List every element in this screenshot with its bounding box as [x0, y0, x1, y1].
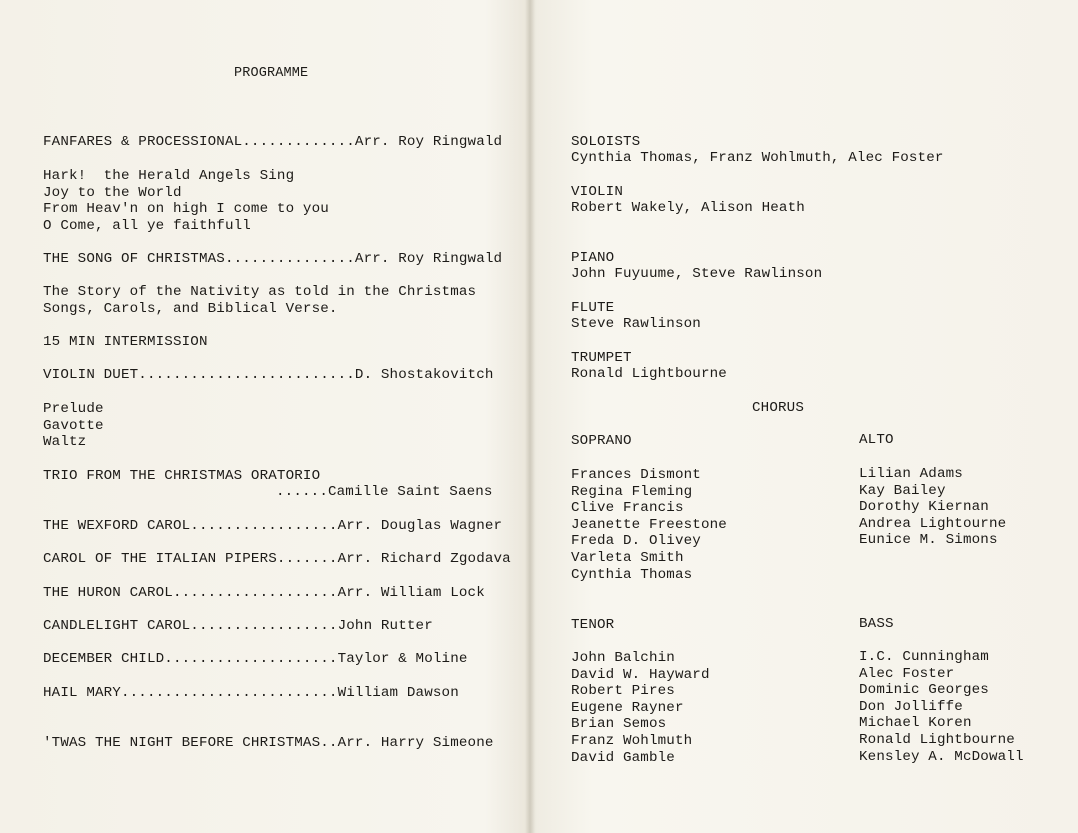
tenor-member: Brian Semos: [571, 716, 667, 733]
right-page: [535, 0, 1078, 833]
soprano-member: Frances Dismont: [571, 467, 701, 483]
hail-mary-item: HAIL MARY.........................William Dawson: [43, 685, 459, 701]
tenor-member: David Gamble: [571, 749, 675, 766]
soprano-member: Regina Fleming: [571, 483, 693, 500]
alto-member: Kay Bailey: [859, 482, 946, 499]
huron-carol-item: THE HURON CAROL...................Arr. William Lock: [43, 585, 485, 601]
violin-duet-item: VIOLIN DUET.........................D. Shostakovitch: [43, 367, 494, 383]
piano-label: PIANO: [571, 250, 615, 266]
tenor-label: TENOR: [571, 617, 615, 633]
movement-line: Waltz: [43, 434, 87, 451]
carol-line: O Come, all ye faithfull: [43, 217, 251, 234]
soloists-names: Cynthia Thomas, Franz Wohlmuth, Alec Foster: [571, 150, 944, 166]
alto-member: Andrea Lightourne: [859, 515, 1007, 532]
trumpet-names: Ronald Lightbourne: [571, 366, 727, 382]
violin-names: Robert Wakely, Alison Heath: [571, 200, 805, 216]
left-page: [0, 0, 525, 833]
story-line: The Story of the Nativity as told in the Christmas: [43, 284, 477, 300]
carol-line: Joy to the World: [43, 184, 182, 201]
story-line: Songs, Carols, and Biblical Verse.: [43, 300, 338, 317]
carol-line: Hark! the Herald Angels Sing: [43, 168, 295, 184]
wexford-carol-item: THE WEXFORD CAROL.................Arr. Douglas Wagner: [43, 518, 503, 534]
bass-member: Ronald Lightbourne: [859, 732, 1015, 748]
soprano-member: Clive Francis: [571, 500, 684, 517]
bass-label: BASS: [859, 616, 894, 632]
alto-label: ALTO: [859, 432, 894, 448]
candlelight-carol-item: CANDLELIGHT CAROL.................John Rutter: [43, 618, 433, 634]
soprano-member: Cynthia Thomas: [571, 566, 693, 583]
trumpet-label: TRUMPET: [571, 350, 632, 366]
bass-member: Kensley A. McDowall: [859, 748, 1024, 765]
song-of-christmas-item: THE SONG OF CHRISTMAS...............Arr. Roy Ringwald: [43, 251, 503, 267]
chorus-label: CHORUS: [752, 400, 804, 416]
fanfares-item: FANFARES & PROCESSIONAL.............Arr. Roy Ringwald: [43, 134, 503, 150]
bass-member: I.C. Cunningham: [859, 649, 989, 665]
tenor-member: David W. Hayward: [571, 666, 710, 683]
violin-label: VIOLIN: [571, 184, 623, 200]
night-before-christmas-item: 'TWAS THE NIGHT BEFORE CHRISTMAS..Arr. Harry Simeone: [43, 735, 494, 751]
tenor-member: Robert Pires: [571, 683, 675, 700]
alto-member: Eunice M. Simons: [859, 532, 998, 549]
bass-member: Michael Koren: [859, 715, 972, 732]
page-fold: [525, 0, 535, 833]
tenor-member: Franz Wohlmuth: [571, 733, 693, 749]
italian-pipers-item: CAROL OF THE ITALIAN PIPERS.......Arr. Richard Zgodava: [43, 551, 511, 567]
intermission: 15 MIN INTERMISSION: [43, 334, 208, 350]
soprano-member: Freda D. Olivey: [571, 533, 701, 550]
soprano-member: Jeanette Freestone: [571, 516, 727, 533]
december-child-item: DECEMBER CHILD....................Taylor & Moline: [43, 651, 468, 667]
bass-member: Dominic Georges: [859, 682, 989, 699]
alto-member: Lilian Adams: [859, 466, 963, 482]
soloists-label: SOLOISTS: [571, 134, 641, 150]
programme-title: PROGRAMME: [234, 66, 309, 81]
movement-line: Gavotte: [43, 417, 104, 434]
alto-member: Dorothy Kiernan: [859, 499, 989, 516]
soprano-label: SOPRANO: [571, 433, 632, 449]
tenor-member: John Balchin: [571, 650, 675, 666]
trio-composer: ......Camille Saint Saens: [276, 484, 493, 500]
flute-label: FLUTE: [571, 300, 615, 316]
trio-item: TRIO FROM THE CHRISTMAS ORATORIO: [43, 468, 321, 484]
soprano-member: Varleta Smith: [571, 550, 684, 566]
bass-member: Don Jolliffe: [859, 698, 963, 715]
flute-names: Steve Rawlinson: [571, 316, 701, 332]
carol-line: From Heav'n on high I come to you: [43, 201, 329, 218]
bass-member: Alec Foster: [859, 665, 955, 682]
movement-line: Prelude: [43, 401, 104, 417]
tenor-member: Eugene Rayner: [571, 699, 684, 716]
piano-names: John Fuyuume, Steve Rawlinson: [571, 266, 823, 282]
